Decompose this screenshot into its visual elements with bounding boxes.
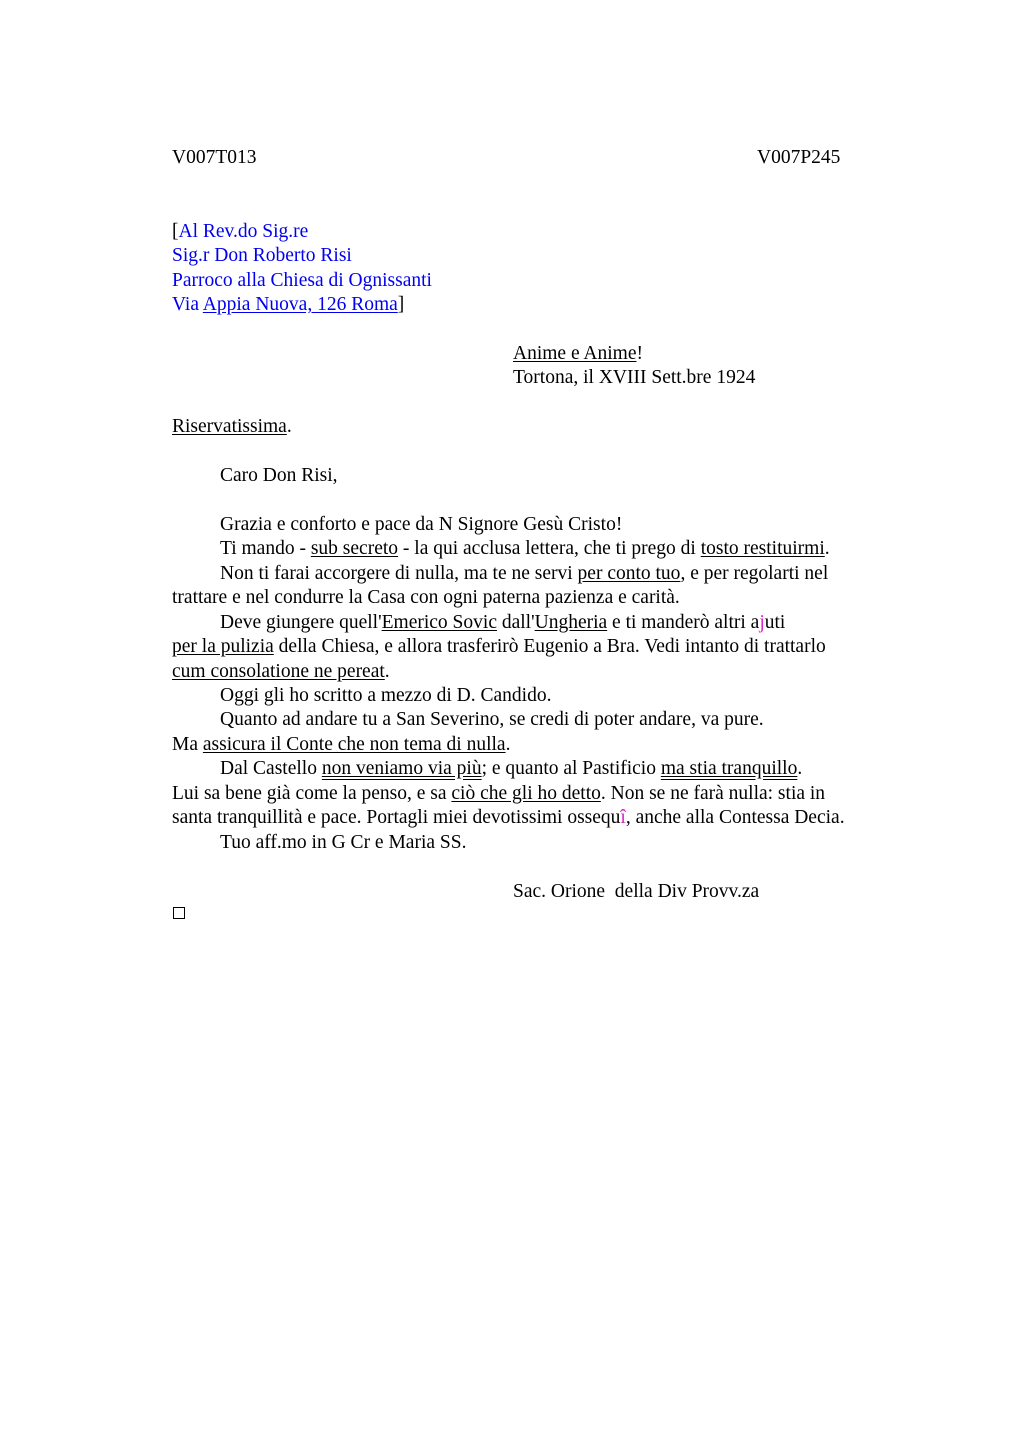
body-text: Ma — [172, 734, 203, 755]
body-double-underlined: ma stia tranquillo — [660, 758, 798, 779]
body-line-6 — [172, 635, 826, 659]
body-text: Deve giungere quell' — [220, 612, 382, 633]
body-line-4: trattare e nel condurre la Casa con ogni paterna pazienza e carità. — [172, 587, 680, 608]
body-underlined: assicura il Conte che non tema di nulla — [202, 734, 506, 755]
address-street-line — [172, 293, 404, 317]
body-underlined: Ungheria — [534, 612, 608, 633]
motto: Anime e Anime — [513, 343, 637, 364]
body-line-9: Quanto ad andare tu a San Severino, se credi di poter andare, va pure. — [220, 709, 764, 730]
body-text: Dal Castello — [220, 758, 322, 779]
body-line-14: Tuo aff.mo in G Cr e Maria SS. — [220, 832, 467, 853]
body-text: uti — [764, 612, 786, 633]
address-recipient-title: Al Rev.do Sig.re — [178, 221, 309, 242]
end-marker-square-icon — [173, 907, 185, 919]
body-line-5 — [220, 611, 785, 635]
body-text: , anche alla Contessa Decia. — [625, 807, 845, 828]
body-line-12 — [172, 782, 825, 806]
reserved-line — [172, 415, 292, 439]
address-line-1 — [172, 220, 308, 244]
body-underlined: sub secreto — [310, 538, 399, 559]
motto-line — [513, 342, 643, 366]
body-underlined: per conto tuo — [577, 563, 681, 584]
place-date: Tortona, il XVIII Sett.bre 1924 — [513, 367, 756, 388]
body-underlined: tosto restituirmi — [700, 538, 825, 559]
body-underlined: ciò che gli ho detto — [451, 783, 601, 804]
body-text: . Non se ne farà nulla: stia in — [600, 783, 826, 804]
body-text: . — [384, 661, 390, 682]
address-open-bracket: [ — [172, 221, 179, 242]
motto-punctuation: ! — [636, 343, 643, 364]
address-street-prefix: Via — [172, 294, 203, 315]
body-text: - la qui acclusa lettera, che ti prego di — [398, 538, 701, 559]
body-line-11 — [220, 757, 802, 781]
body-text: dall' — [496, 612, 535, 633]
body-text: della Chiesa, e allora trasferirò Eugenio a Bra. Vedi intanto di trattarlo — [273, 636, 826, 657]
address-close-bracket: ] — [397, 294, 405, 315]
body-line-3 — [220, 562, 828, 586]
body-text: . — [797, 758, 803, 779]
document-code-left: V007T013 — [172, 147, 257, 168]
body-highlighted-char: j — [759, 612, 765, 633]
body-underlined: per la pulizia — [172, 636, 274, 657]
body-underlined: Emerico Sovic — [381, 612, 497, 633]
body-double-underlined: non veniamo via più — [321, 758, 482, 779]
address-parish: Parroco alla Chiesa di Ognissanti — [172, 270, 432, 291]
body-line-8: Oggi gli ho scritto a mezzo di D. Candido. — [220, 685, 552, 706]
body-line-7 — [172, 660, 390, 684]
body-text: , e per regolarti nel — [680, 563, 829, 584]
body-text: santa tranquillità e pace. Portagli miei devotissimi ossequ — [172, 807, 621, 828]
body-line-10 — [172, 733, 510, 757]
address-street: Appia Nuova, 126 Roma — [202, 294, 398, 315]
body-text: Ti mando - — [220, 538, 311, 559]
body-text: . — [505, 734, 511, 755]
body-text: Non ti farai accorgere di nulla, ma te ne servi — [220, 563, 578, 584]
body-highlighted-char: î — [620, 807, 626, 828]
body-text: ; e quanto al Pastificio — [481, 758, 661, 779]
body-text: . — [824, 538, 830, 559]
reserved-label: Riservatissima — [172, 416, 287, 437]
reserved-punctuation: . — [286, 416, 292, 437]
body-line-2 — [220, 537, 830, 561]
body-line-1: Grazia e conforto e pace da N Signore Gesù Cristo! — [220, 514, 623, 535]
body-text: Lui sa bene già come la penso, e sa — [172, 783, 452, 804]
address-recipient-name: Sig.r Don Roberto Risi — [172, 245, 352, 266]
signature: Sac. Orione della Div Provv.za — [513, 881, 760, 902]
body-text: e ti manderò altri a — [607, 612, 760, 633]
body-underlined: cum consolatione ne pereat — [172, 661, 385, 682]
salutation: Caro Don Risi, — [220, 465, 338, 486]
document-code-right: V007P245 — [757, 147, 841, 168]
body-line-13 — [172, 806, 845, 830]
